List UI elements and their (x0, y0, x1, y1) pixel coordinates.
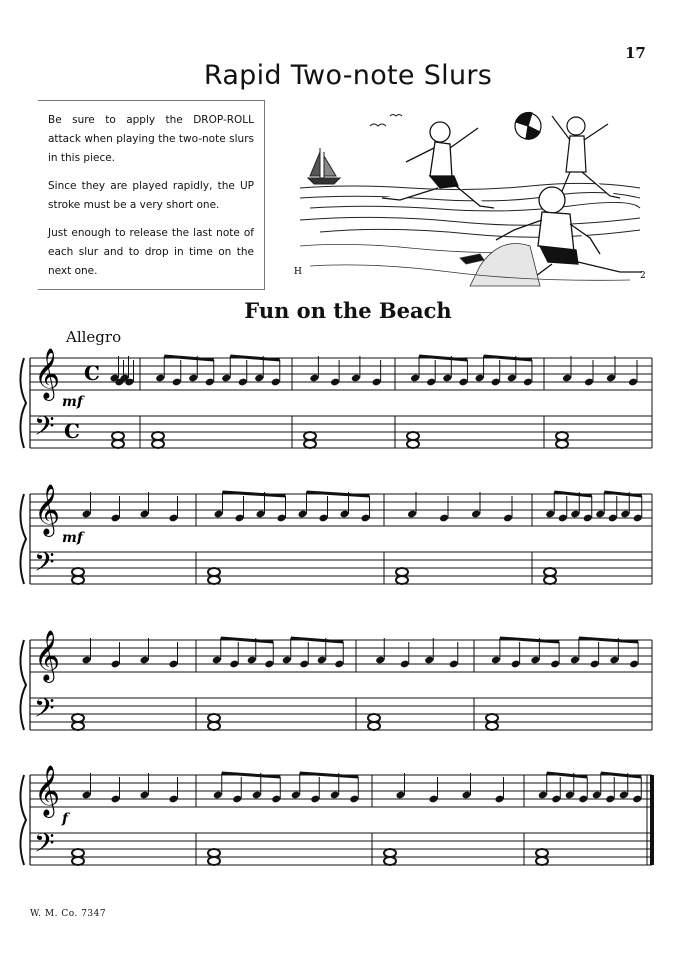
note-head (536, 857, 548, 865)
note-head (384, 857, 396, 865)
note-head (208, 568, 220, 576)
brace-icon (20, 494, 26, 584)
note-head (72, 857, 84, 865)
svg-text:H: H (294, 267, 302, 277)
brace-icon (20, 775, 26, 865)
dynamic-marking: mf (62, 394, 83, 410)
beam (230, 356, 280, 360)
beam (223, 492, 286, 496)
staff-system (20, 348, 652, 448)
note-head (208, 722, 220, 730)
svg-text:2: 2 (640, 271, 646, 281)
note-head (544, 568, 556, 576)
beam (221, 638, 274, 642)
note-head (72, 576, 84, 584)
note-head (304, 440, 316, 448)
instruction-paragraph: Be sure to apply the DROP-ROLL attack when playing the two-note slurs in this piece. (48, 114, 254, 164)
note-head (536, 849, 548, 857)
beam (307, 492, 370, 496)
note-head (544, 576, 556, 584)
beam (604, 492, 642, 496)
instruction-paragraph: Just enough to release the last note of each slur and to drop in time on the next one. (48, 227, 254, 277)
beam (579, 638, 638, 642)
note-head (368, 722, 380, 730)
note-head (407, 432, 419, 440)
bass-clef-icon: 𝄢 (34, 546, 55, 584)
note-head (112, 440, 124, 448)
treble-clef-icon: 𝄞 (34, 630, 61, 681)
bass-clef-icon: 𝄢 (34, 827, 55, 865)
beam (164, 356, 214, 360)
page-number: 17 (625, 44, 646, 62)
note-head (72, 722, 84, 730)
brace-icon (20, 358, 26, 448)
tempo-marking: Allegro (66, 328, 122, 346)
brace-icon (20, 640, 26, 730)
note-head (208, 576, 220, 584)
beam (291, 638, 344, 642)
note-head (556, 432, 568, 440)
note-head (72, 849, 84, 857)
dynamic-marking: f (62, 811, 69, 827)
time-signature: C (84, 361, 100, 385)
beam (554, 492, 592, 496)
staff-system (20, 630, 652, 730)
note-head (112, 432, 124, 440)
note-head (72, 568, 84, 576)
treble-clef-icon: 𝄞 (34, 484, 61, 535)
staff-system (20, 765, 654, 865)
beam (547, 773, 588, 777)
note-head (208, 849, 220, 857)
note-head (486, 722, 498, 730)
treble-clef-icon: 𝄞 (34, 348, 61, 399)
beam (222, 773, 281, 777)
beam (484, 356, 532, 360)
note-head (384, 849, 396, 857)
instruction-paragraph: Since they are played rapidly, the UP stroke must be a very short one. (48, 180, 254, 211)
note-head (407, 440, 419, 448)
note-head (152, 432, 164, 440)
beam (500, 638, 559, 642)
note-head (368, 714, 380, 722)
staff-system (20, 484, 652, 584)
bass-clef-icon: 𝄢 (34, 692, 55, 730)
time-signature: C (64, 419, 80, 443)
beam (419, 356, 467, 360)
final-barline (650, 775, 654, 865)
note-head (396, 576, 408, 584)
dynamic-marking: mf (62, 530, 83, 546)
beam (601, 773, 642, 777)
publisher-code: W. M. Co. 7347 (30, 909, 107, 919)
note-head (208, 857, 220, 865)
note-head (486, 714, 498, 722)
treble-clef-icon: 𝄞 (34, 765, 61, 816)
note-head (304, 432, 316, 440)
beam (300, 773, 359, 777)
bass-clef-icon: 𝄢 (34, 410, 55, 448)
piece-title: Fun on the Beach (244, 298, 452, 323)
page-title: Rapid Two-note Slurs (203, 60, 493, 91)
note-head (72, 714, 84, 722)
note-head (556, 440, 568, 448)
note-head (208, 714, 220, 722)
note-head (152, 440, 164, 448)
note-head (396, 568, 408, 576)
